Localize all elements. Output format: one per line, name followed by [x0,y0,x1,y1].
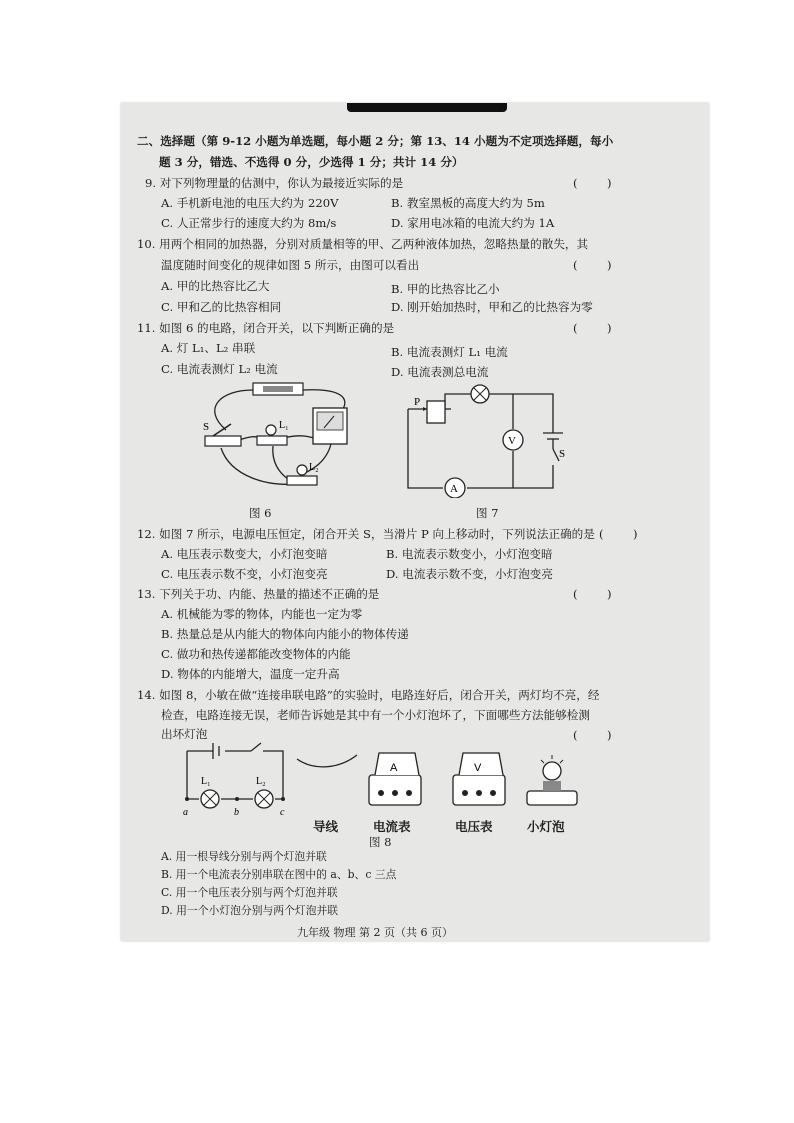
q10-option-a: A. 甲的比热容比乙大 [161,279,270,293]
q11-option-b: B. 电流表测灯 L₁ 电流 [391,345,508,359]
fig8-point-a: a [183,807,188,818]
fig7-slider-p-label: P [414,396,421,408]
exam-page [121,103,709,941]
q11-stem: 11. 如图 6 的电路，闭合开关，以下判断正确的是 [137,321,395,335]
fig8-ammeter-letter: A [390,762,398,774]
q14-stem-line2: 检查，电路连接无误，老师告诉她是其中有一个小灯泡坏了，下面哪些方法能够检测 [161,708,590,722]
q13-option-b: B. 热量总是从内能大的物体向内能小的物体传递 [161,627,409,641]
q9-answer-paren: ( ) [573,176,612,190]
q10-option-c: C. 甲和乙的比热容相同 [161,300,282,314]
fig7-ammeter-label: A [450,483,458,495]
figure-8-caption: 图 8 [369,835,392,849]
fig8-point-c: c [280,807,285,818]
fig8-point-b: b [234,807,239,818]
q12-answer-paren: ( ) [599,527,638,541]
fig8-voltmeter-letter: V [474,762,482,774]
fig8-bulb-label: 小灯泡 [527,819,565,834]
q11-option-c: C. 电流表测灯 L₂ 电流 [161,362,278,376]
q13-stem: 13. 下列关于功、内能、热量的描述不正确的是 [137,587,380,601]
q14-stem-line3: 出坏灯泡 [161,727,208,741]
q9-stem: 9. 对下列物理量的估测中，你认为最接近实际的是 [145,176,404,190]
fig6-l1-label: L₁ [279,420,289,431]
q10-option-d: D. 刚开始加热时，甲和乙的比热容为零 [391,300,593,314]
q14-option-c: C. 用一个电压表分别与两个灯泡并联 [161,886,338,899]
fig8-ammeter-label: 电流表 [373,819,411,834]
fig8-l1-label: L₁ [201,776,211,787]
q9-option-c: C. 人正常步行的速度大约为 8m/s [161,216,337,230]
page-footer: 九年级 物理 第 2 页（共 6 页） [297,926,453,939]
q14-option-b: B. 用一个电流表分别串联在图中的 a、b、c 三点 [161,868,397,881]
figure-6-caption: 图 6 [249,506,272,520]
q10-answer-paren: ( ) [573,258,612,272]
q11-option-a: A. 灯 L₁、L₂ 串联 [161,341,256,355]
q13-option-a: A. 机械能为零的物体，内能也一定为零 [161,607,363,621]
q9-option-b: B. 教室黑板的高度大约为 5m [391,196,545,210]
q10-stem-line2: 温度随时间变化的规律如图 5 所示，由图可以看出 [161,258,420,272]
q14-option-d: D. 用一个小灯泡分别与两个灯泡并联 [161,904,339,917]
q12-option-d: D. 电流表示数不变，小灯泡变亮 [386,567,553,581]
q13-option-d: D. 物体的内能增大，温度一定升高 [161,667,340,681]
q11-option-d: D. 电流表测总电流 [391,365,489,379]
q12-option-c: C. 电压表示数不变，小灯泡变亮 [161,567,328,581]
q9-option-d: D. 家用电冰箱的电流大约为 1A [391,216,555,230]
q14-stem-line1: 14. 如图 8，小敏在做“连接串联电路”的实验时，电路连好后，闭合开关，两灯均不亮，经 [137,688,600,702]
fig8-voltmeter-label: 电压表 [455,819,493,834]
fig7-switch-label: S [559,448,566,460]
q12-stem: 12. 如图 7 所示，电源电压恒定，闭合开关 S，当滑片 P 向上移动时，下列说法正确的是 [137,527,595,541]
figure-6-circuit [191,378,391,498]
q14-answer-paren: ( ) [573,728,612,742]
fig8-wire-label: 导线 [313,819,339,834]
fig6-switch-label: S [203,421,210,433]
figure-7-circuit [403,383,573,498]
section-header-line1: 二、选择题（第 9-12 小题为单选题，每小题 2 分；第 13、14 小题为不定项选择题，每小 [137,134,614,148]
q10-option-b: B. 甲的比热容比乙小 [391,282,500,296]
q9-option-a: A. 手机新电池的电压大约为 220V [161,196,339,210]
q13-answer-paren: ( ) [573,587,612,601]
figure-8-circuit [179,733,599,823]
q11-answer-paren: ( ) [573,321,612,335]
fig6-l2-label: L₂ [309,462,319,473]
q12-option-a: A. 电压表示数变大，小灯泡变暗 [161,547,328,561]
q13-option-c: C. 做功和热传递都能改变物体的内能 [161,647,351,661]
fig8-l2-label: L₂ [256,776,266,787]
q14-option-a: A. 用一根导线分别与两个灯泡并联 [161,850,327,863]
q10-stem-line1: 10. 用两个相同的加热器，分别对质量相等的甲、乙两种液体加热，忽略热量的散失，其 [137,237,589,251]
section-header-line2: 题 3 分，错选、不选得 0 分，少选得 1 分；共计 14 分） [159,155,464,169]
q12-option-b: B. 电流表示数变小，小灯泡变暗 [386,547,553,561]
fig7-voltmeter-label: V [508,435,516,447]
figure-7-caption: 图 7 [476,506,499,520]
page-top-shadow [347,103,507,112]
